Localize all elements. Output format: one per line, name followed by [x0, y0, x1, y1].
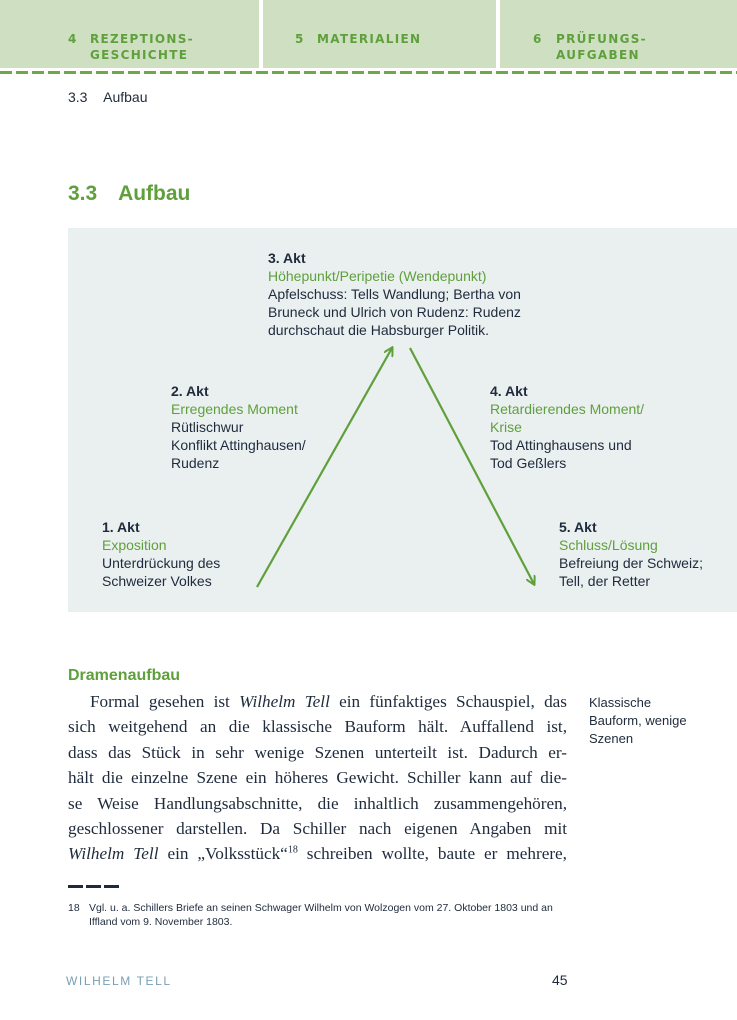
footer-book-title: WILHELM TELL — [66, 974, 172, 988]
text-run: schreiben wollte, baute er mehrere, — [297, 844, 567, 864]
tab-rezeptionsgeschichte[interactable] — [0, 0, 259, 68]
body-line — [68, 841, 567, 866]
act-title: 1. Akt — [102, 519, 140, 535]
section-title — [68, 182, 190, 206]
tab-label: MATERIALIEN — [317, 32, 422, 46]
tab-number: 4 — [68, 32, 78, 46]
act-description: Befreiung der Schweiz; Tell, der Retter — [559, 555, 703, 589]
tab-number: 5 — [295, 32, 305, 46]
page-number: 45 — [552, 972, 568, 988]
work-title-italic: Wilhelm Tell — [239, 692, 330, 711]
tab-label: PRÜFUNGS- AUFGABEN — [556, 32, 647, 62]
footnote — [68, 901, 568, 929]
section-heading: Aufbau — [118, 182, 191, 205]
tab-materialien[interactable] — [263, 0, 496, 68]
act-title: 4. Akt — [490, 383, 528, 399]
body-line: sich weitgehend an die klassische Bauform hält. Auffallend ist, — [68, 717, 567, 737]
footnote-number: 18 — [68, 902, 80, 914]
running-header-number: 3.3 — [68, 89, 88, 105]
body-paragraph — [68, 689, 567, 867]
body-line: se Weise Handlungsabschnitte, die inhaltlich zusammengehören, — [68, 793, 567, 813]
text-run: ein „Volksstück“ — [158, 844, 288, 864]
act-2-block — [171, 382, 306, 472]
drama-structure-diagram — [68, 228, 737, 612]
act-3-block — [268, 249, 521, 339]
section-number: 3.3 — [68, 182, 98, 205]
act-phase: Schluss/Lösung — [559, 537, 658, 553]
footnote-text: Vgl. u. a. Schillers Briefe an seinen Schwager Wilhelm von Wolzogen vom 27. Oktober 1803 und an Iffland vom 9. November 1803. — [89, 902, 553, 928]
body-line — [68, 689, 567, 714]
body-line: dass das Stück in sehr wenige Szenen unterteilt ist. Dadurch er- — [68, 742, 567, 762]
act-4-block — [490, 382, 644, 472]
running-header — [68, 89, 148, 105]
subheading: Dramenaufbau — [68, 667, 181, 684]
act-title: 2. Akt — [171, 383, 209, 399]
act-1-block — [102, 518, 220, 590]
act-description: Apfelschuss: Tells Wandlung; Bertha von Bruneck und Ulrich von Rudenz: Rudenz durchschaut die Habsburger Politik. — [268, 286, 521, 338]
act-phase: Exposition — [102, 537, 167, 553]
act-5-block — [559, 518, 703, 590]
running-header-title: Aufbau — [103, 89, 148, 105]
act-title: 5. Akt — [559, 519, 597, 535]
text-run: Formal gesehen ist — [90, 692, 240, 711]
act-title: 3. Akt — [268, 250, 306, 266]
act-description: Unterdrückung des Schweizer Volkes — [102, 555, 221, 589]
text-run: ein fünfaktiges Schauspiel, das — [329, 692, 567, 711]
tab-pruefungsaufgaben[interactable] — [500, 0, 737, 68]
footnote-divider — [68, 885, 120, 888]
act-phase: Höhepunkt/Peripetie (Wendepunkt) — [268, 268, 487, 284]
chapter-tabs — [0, 0, 737, 70]
footnote-marker[interactable]: 18 — [287, 844, 298, 856]
body-line: hält die einzelne Szene ein höheres Gewicht. Schiller kann auf die- — [68, 768, 567, 788]
act-description: Rütlischwur Konflikt Attinghausen/ Rudenz — [171, 419, 306, 471]
body-line: geschlossener darstellen. Da Schiller nach eigenen Angaben mit — [68, 818, 567, 838]
work-title-italic: Wilhelm Tell — [68, 844, 159, 864]
act-phase: Retardierendes Moment/ Krise — [490, 401, 645, 435]
tab-label: REZEPTIONS- GESCHICHTE — [90, 32, 194, 62]
header-dash-divider — [0, 71, 737, 74]
margin-note: Klassische Bauform, wenige Szenen — [589, 695, 687, 746]
act-description: Tod Attinghausens und Tod Geßlers — [490, 437, 632, 471]
tab-number: 6 — [533, 32, 543, 46]
act-phase: Erregendes Moment — [171, 401, 298, 417]
